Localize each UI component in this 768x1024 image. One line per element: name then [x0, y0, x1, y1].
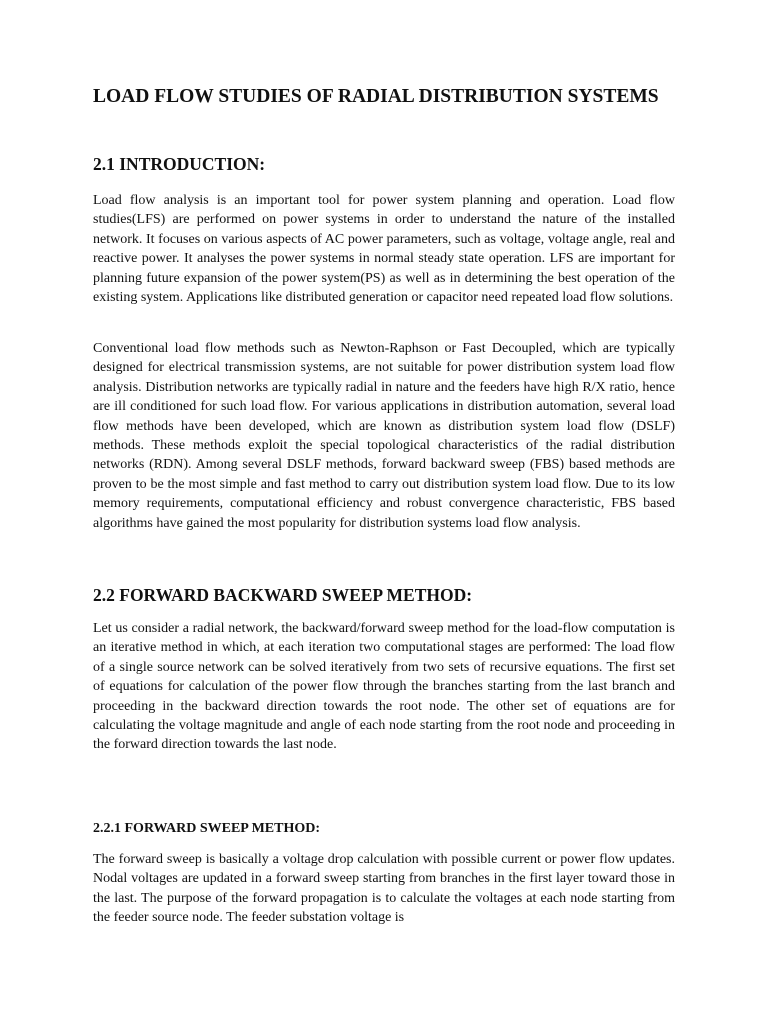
subsection-heading-forward-sweep: 2.2.1 FORWARD SWEEP METHOD: [93, 821, 321, 836]
paragraph-introduction-2: Conventional load flow methods such as Newton-Raphson or Fast Decoupled, which are typically designed for electrical transmission systems, are not suitable for power distribution system load flow analysis. Distribution networks are typically radial in nature and the feeders have high R/X ratio, hence are ill conditioned for such load flow. For various applications in distribution automation, several load flow methods have been developed, which are known as distribution system load flow (DSLF) methods. These methods exploit the special topological characteristics of the radial distribution networks (RDN). Among several DSLF methods, forward backward sweep (FBS) based methods are proven to be the most simple and fast method to carry out distribution system load flow. Due to its low memory requirements, computational efficiency and robust convergence characteristic, FBS based algorithms have gained the most popularity for distribution systems load flow analysis. [93, 341, 675, 531]
paragraph-introduction-1: Load flow analysis is an important tool for power system planning and operation. Load flow studies(LFS) are performed on power systems in order to understand the nature of the installed network. It focuses on various aspects of AC power parameters, such as voltage, voltage angle, real and reactive power. It analyses the power systems in normal steady state operation. LFS are important for planning future expansion of the power system(PS) as well as in determining the best operation of the existing system. Applications like distributed generation or capacitor need repeated load flow solutions. [93, 193, 675, 306]
document-title: LOAD FLOW STUDIES OF RADIAL DISTRIBUTION SYSTEMS [93, 86, 659, 107]
section-heading-introduction: 2.1 INTRODUCTION: [93, 154, 266, 174]
section-heading-fbs-method: 2.2 FORWARD BACKWARD SWEEP METHOD: [93, 585, 473, 605]
paragraph-forward-sweep-1: The forward sweep is basically a voltage drop calculation with possible current or power flow updates. Nodal voltages are updated in a forward sweep starting from branches in the first layer toward those in the last. The purpose of the forward propagation is to calculate the voltages at each node starting from the feeder source node. The feeder substation voltage is [93, 852, 675, 926]
paragraph-fbs-method-1: Let us consider a radial network, the backward/forward sweep method for the load-flow computation is an iterative method in which, at each iteration two computational stages are performed: The load flow of a single source network can be solved iteratively from two sets of recursive equations. The first set of equations for calculation of the power flow through the branches starting from the last branch and proceeding in the backward direction towards the root node. The other set of equations are for calculating the voltage magnitude and angle of each node starting from the root node and proceeding in the forward direction towards the last node. [93, 621, 675, 753]
